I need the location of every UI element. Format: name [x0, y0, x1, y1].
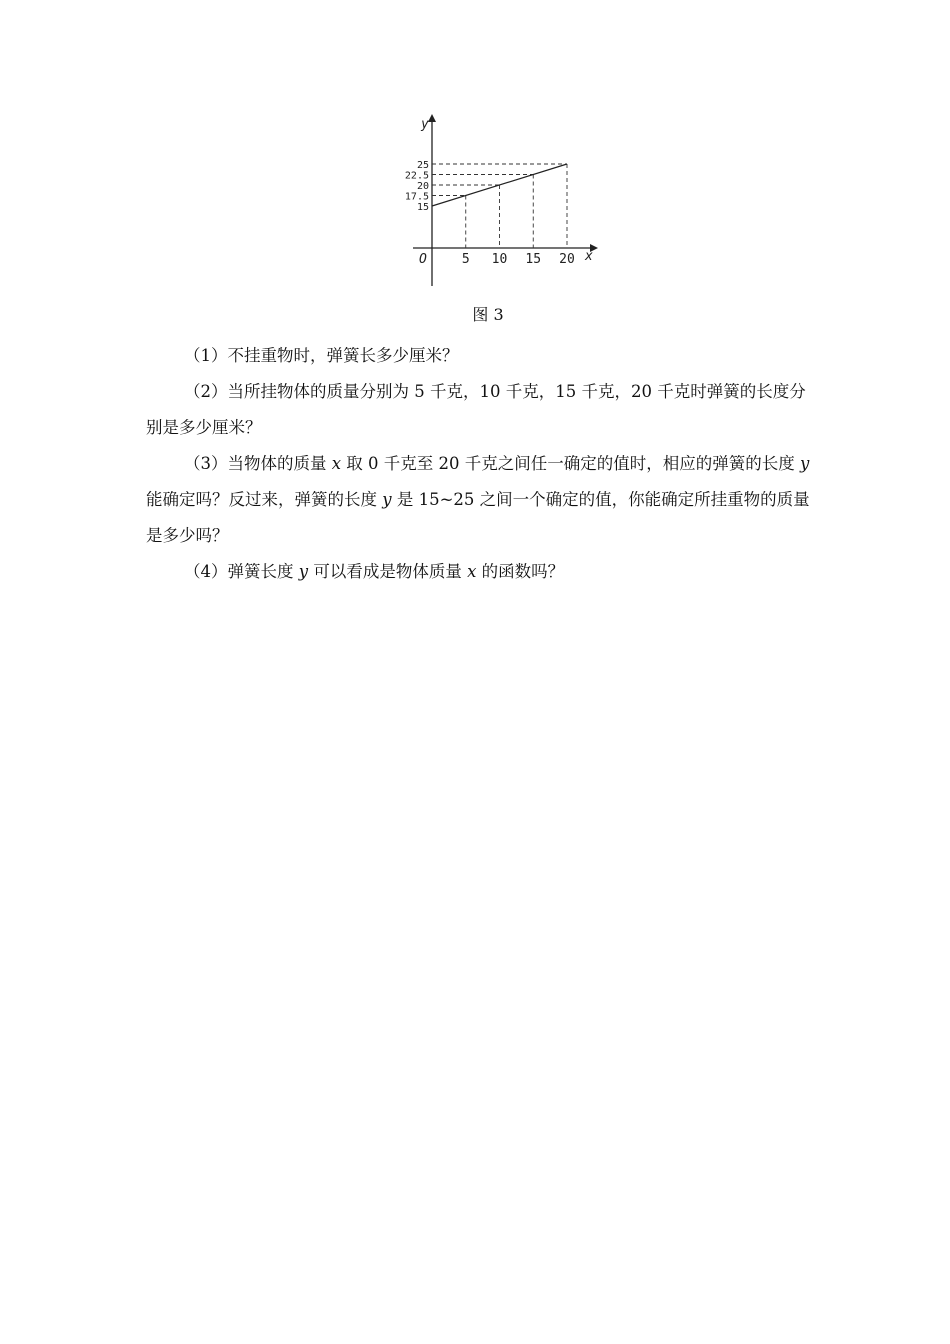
x-tick-label: 15 — [525, 252, 542, 267]
question-2 — [146, 374, 810, 446]
variable-x: x — [331, 454, 342, 473]
y-axis-arrow — [428, 114, 436, 122]
question-3 — [146, 446, 810, 554]
figure-caption: 图 3 — [472, 305, 504, 324]
question-text: （3）当物体的质量 — [184, 454, 332, 473]
x-tick-label: 5 — [461, 252, 470, 267]
x-tick-label: 20 — [559, 252, 575, 267]
question-4 — [146, 554, 810, 590]
y-tick-label: 15 — [416, 202, 429, 213]
x-tick-labels — [462, 252, 575, 267]
y-tick-label: 22.5 — [404, 170, 429, 182]
question-text: （4）弹簧长度 — [184, 562, 299, 581]
question-text: （2）当所挂物体的质量分别为 5 千克，10 千克，15 千克，20 千克时弹簧的长度分别是多少厘米？ — [146, 382, 806, 437]
question-text: 能确定吗？反过来，弹簧的长度 — [146, 490, 383, 509]
origin-label: O — [419, 252, 427, 267]
question-1 — [146, 338, 810, 374]
variable-y: y — [382, 490, 392, 509]
question-text: 可以看成是物体质量 — [308, 562, 468, 581]
y-axis-label: y — [421, 117, 429, 132]
spring-length-graph — [395, 108, 605, 288]
variable-y: y — [298, 562, 309, 581]
question-text: 取 0 千克至 20 千克之间任一确定的值时，相应的弹簧的长度 — [341, 454, 801, 473]
question-text: 是 15~25 之间一个确定的值，你能确定所挂重物的质量是多少吗？ — [146, 490, 810, 545]
variable-x: x — [467, 562, 477, 581]
y-tick-label: 17.5 — [404, 191, 429, 203]
x-tick-label: 10 — [491, 252, 508, 267]
question-text: （1）不挂重物时，弹簧长多少厘米？ — [184, 346, 459, 365]
question-text: 的函数吗？ — [476, 562, 565, 581]
dashed-guides — [432, 164, 567, 248]
y-tick-label: 20 — [416, 181, 429, 192]
x-axis-label: x — [585, 249, 593, 264]
y-tick-label: 25 — [416, 160, 429, 171]
variable-y: y — [800, 454, 810, 473]
y-tick-labels — [405, 160, 429, 213]
